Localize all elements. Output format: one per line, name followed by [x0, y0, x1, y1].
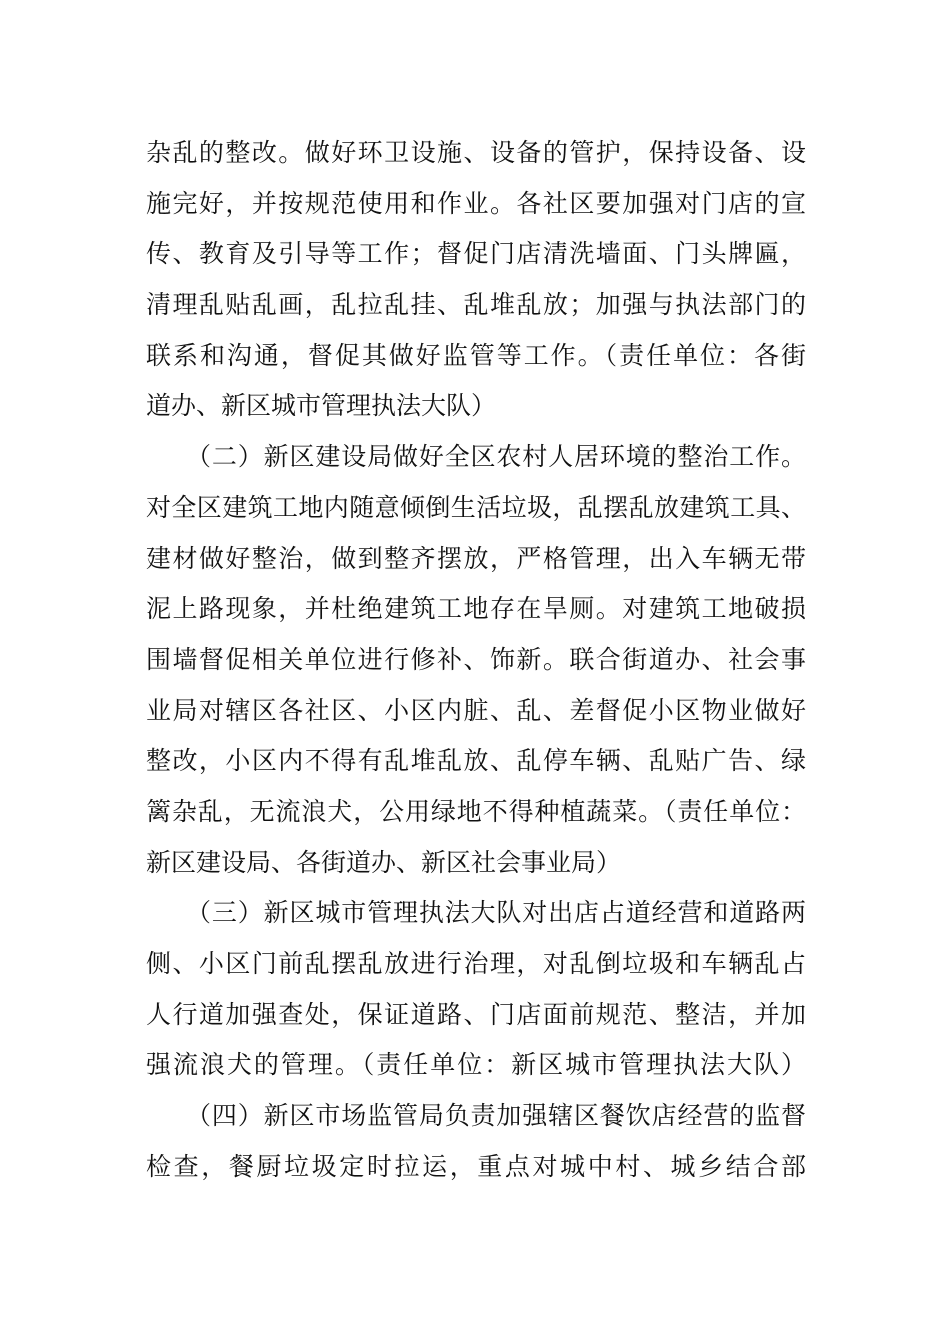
text-line: 施完好，并按规范使用和作业。各社区要加强对门店的宣 [146, 188, 806, 218]
text-line: 检查，餐厨垃圾定时拉运，重点对城中村、城乡结合部 [146, 1151, 806, 1181]
text-line: 业局对辖区各社区、小区内脏、乱、差督促小区物业做好 [146, 695, 806, 725]
text-line: 道办、新区城市管理执法大队） [146, 391, 497, 421]
text-line: 杂乱的整改。做好环卫设施、设备的管护，保持设备、设 [146, 138, 806, 167]
paragraph-heading-2: （二）新区建设局做好全区农村人居环境的整治工作。 [186, 442, 806, 472]
text-line: 强流浪犬的管理。（责任单位：新区城市管理执法大队） [146, 1050, 806, 1080]
text-line: 传、教育及引导等工作；督促门店清洗墙面、门头牌匾， [146, 239, 806, 269]
text-line: 人行道加强查处，保证道路、门店面前规范、整洁，并加 [146, 999, 806, 1029]
paragraph-heading-4: （四）新区市场监管局负责加强辖区餐饮店经营的监督 [186, 1101, 806, 1131]
text-line: 联系和沟通，督促其做好监管等工作。（责任单位：各街 [146, 340, 806, 370]
text-line: 新区建设局、各街道办、新区社会事业局） [146, 847, 622, 877]
text-line: 泥上路现象，并杜绝建筑工地存在旱厕。对建筑工地破损 [146, 594, 806, 624]
text-line: 围墙督促相关单位进行修补、饰新。联合街道办、社会事 [146, 644, 806, 674]
text-line: 建材做好整治，做到整齐摆放，严格管理，出入车辆无带 [146, 543, 806, 573]
text-line: 整改，小区内不得有乱堆乱放、乱停车辆、乱贴广告、绿 [146, 746, 806, 776]
text-line: 篱杂乱，无流浪犬，公用绿地不得种植蔬菜。（责任单位： [146, 796, 806, 826]
document-body [146, 128, 806, 1192]
text-line: 对全区建筑工地内随意倾倒生活垃圾，乱摆乱放建筑工具、 [146, 492, 806, 522]
paragraph-heading-3: （三）新区城市管理执法大队对出店占道经营和道路两 [186, 898, 806, 928]
text-line: 清理乱贴乱画，乱拉乱挂、乱堆乱放；加强与执法部门的 [146, 290, 806, 320]
text-line: 侧、小区门前乱摆乱放进行治理，对乱倒垃圾和车辆乱占 [146, 949, 806, 978]
